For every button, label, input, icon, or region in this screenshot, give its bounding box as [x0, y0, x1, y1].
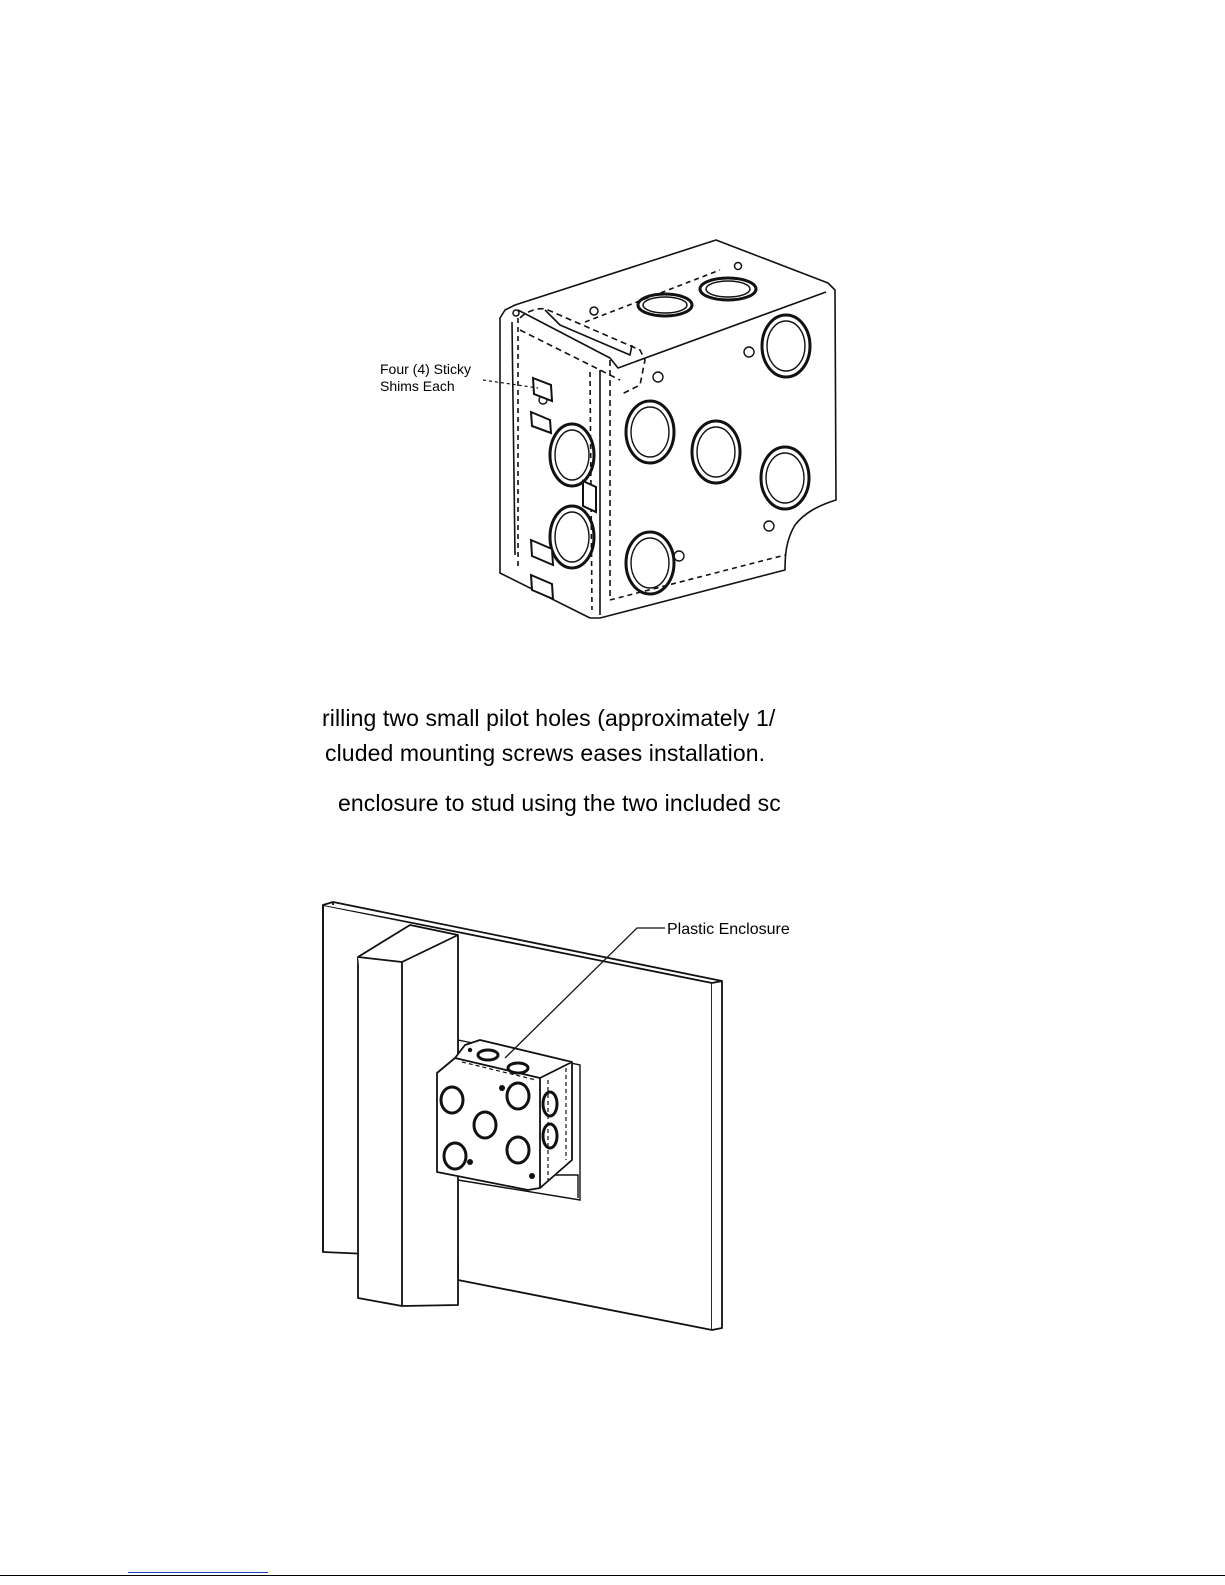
footer-link-underline[interactable]	[128, 1572, 268, 1573]
shim-callout-line1: Four (4) Sticky	[380, 361, 472, 377]
shim-3	[583, 481, 596, 512]
instruction-line-2: cluded mounting screws eases installation.	[325, 740, 766, 766]
shim-callout-line2: Shims Each	[380, 378, 455, 394]
shim-5	[531, 575, 553, 599]
shim-2	[531, 412, 551, 433]
shim-callout	[380, 361, 471, 395]
instruction-line-3: enclosure to stud using the two included sc	[338, 790, 781, 816]
instruction-line-1: rilling two small pilot holes (approximately 1/	[322, 705, 776, 731]
figure-enclosure-on-stud	[0, 880, 1225, 1350]
enclosure-drawing	[0, 0, 1225, 640]
shim-1	[533, 378, 552, 401]
enclosure-callout: Plastic Enclosure	[667, 921, 790, 938]
figure-enclosure-shims	[0, 0, 1225, 640]
stud-drawing	[0, 880, 1225, 1350]
page-bottom-rule	[0, 1575, 1225, 1576]
